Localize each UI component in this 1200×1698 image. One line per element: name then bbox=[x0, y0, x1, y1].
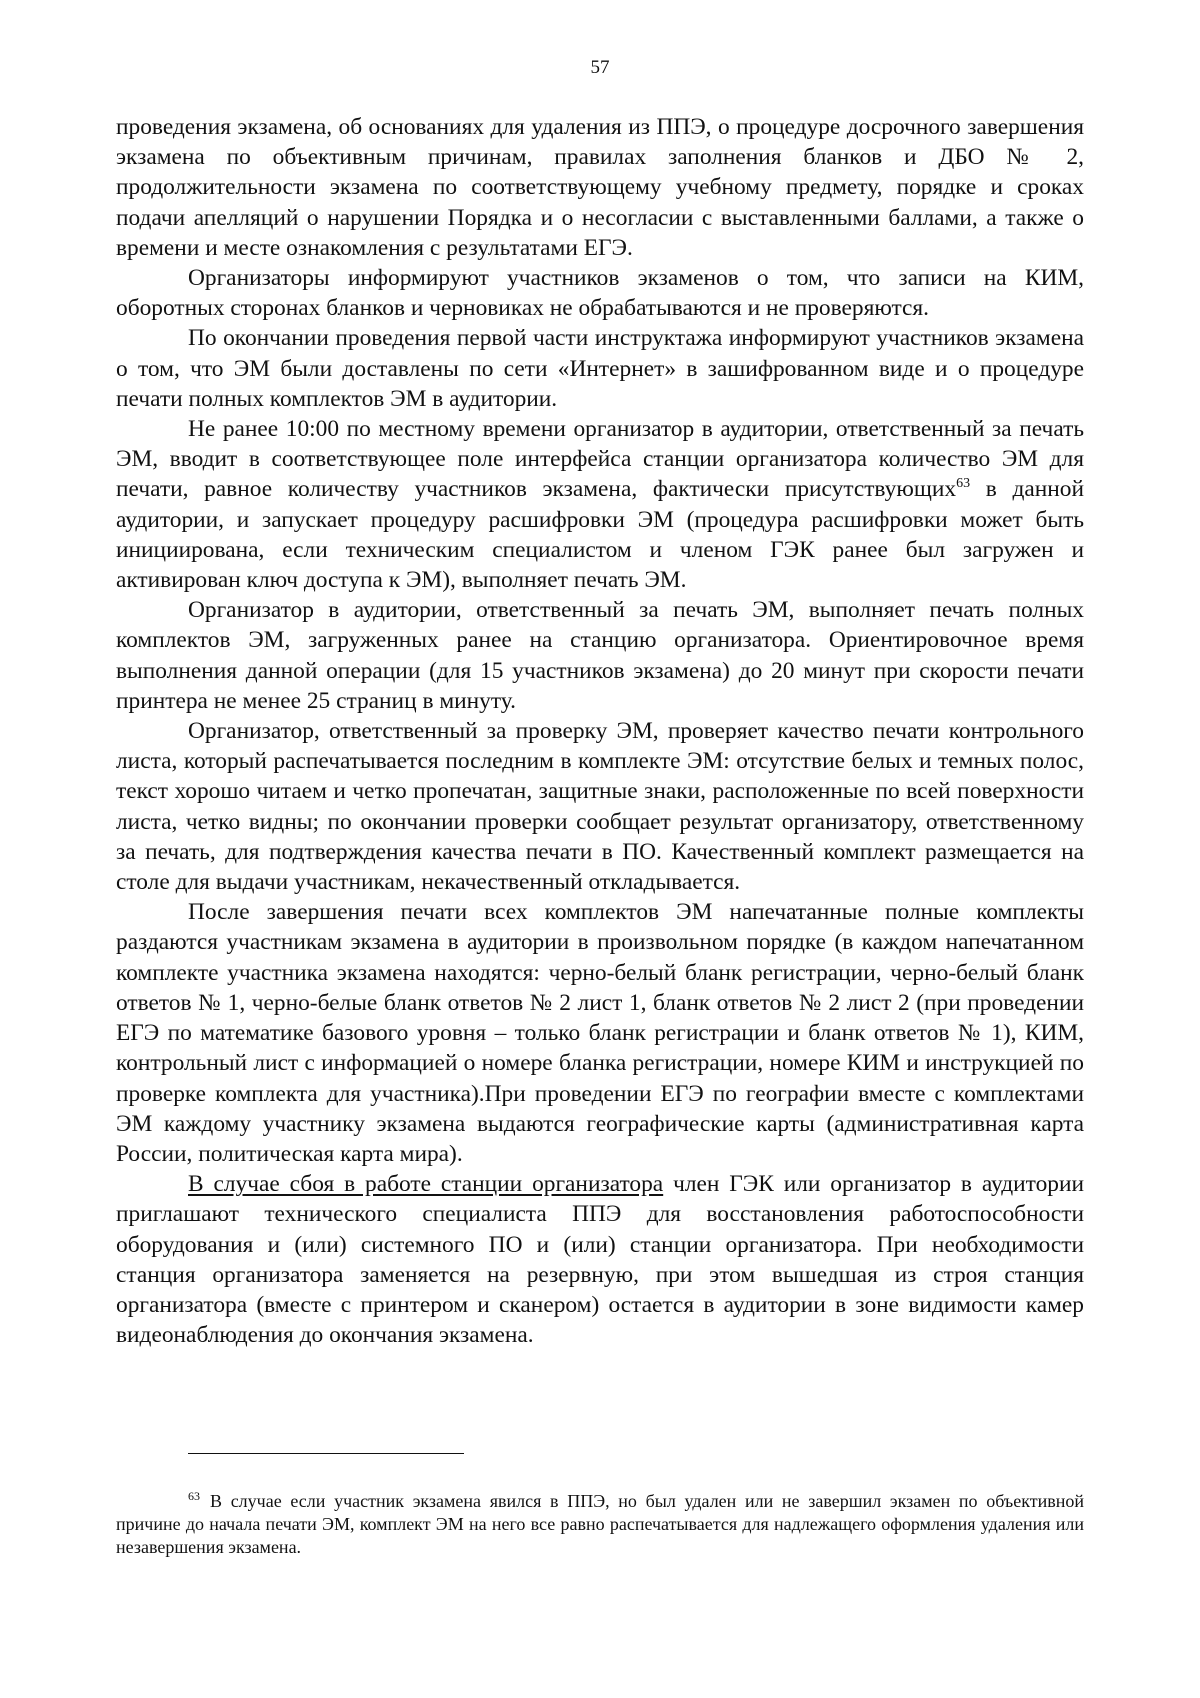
footnote-divider bbox=[188, 1453, 464, 1454]
paragraph-station-failure bbox=[116, 1169, 1084, 1350]
footnote-reference: 63 bbox=[956, 476, 971, 492]
underlined-heading: В случае сбоя в работе станции организатора bbox=[188, 1171, 664, 1198]
paragraph-station-failure-text: член ГЭК или организатор в аудитории приглашают технического специалиста ППЭ для восстановления работоспособности оборудования и (или) системного ПО и (или) станции организатора. При необходимости станция организатора заменяется на резервную, при этом вышедшая из строя станция организатора (вместе с принтером и сканером) остается в аудитории в зоне видимости камер видеонаблюдения до окончания экзамена. bbox=[116, 1171, 1084, 1349]
paragraph-continuation: проведения экзамена, об основаниях для удаления из ППЭ, о процедуре досрочного завершения экзамена по объективным причинам, правилах заполнения бланков и ДБО № 2, продолжительности экзамена по соответствующему учебному предмету, порядке и сроках подачи апелляций о нарушении Порядка и о несогласии с выставленными баллами, а также о времени и месте ознакомления с результатами ЕГЭ. bbox=[116, 114, 1084, 261]
paragraph-kim-records: Организаторы информируют участников экзаменов о том, что записи на КИМ, оборотных сторонах бланков и черновиках не обрабатываются и не проверяются. bbox=[116, 265, 1084, 322]
footnote-paragraph bbox=[116, 1490, 1084, 1559]
footnote bbox=[116, 1490, 1084, 1559]
paragraph-quality-check: Организатор, ответственный за проверку ЭМ, проверяет качество печати контрольного листа, который распечатывается последним в комплекте ЭМ: отсутствие белых и темных полос, текст хорошо читаем и четко пропечатан, защитные знаки, расположенные по всей поверхности листа, четко видны; по окончании проверки сообщает результат организатору, ответственному за печать, для подтверждения качества печати в ПО. Качественный комплект размещается на столе для выдачи участникам, некачественный откладывается. bbox=[116, 718, 1084, 896]
paragraph-distribution: После завершения печати всех комплектов ЭМ напечатанные полные комплекты раздаются участникам экзамена в аудитории в произвольном порядке (в каждом напечатанном комплекте участника экзамена находятся: черно-белый бланк регистрации, черно-белый бланк ответов № 1, черно-белые бланк ответов № 2 лист 1, бланк ответов № 2 лист 2 (при проведении ЕГЭ по математике базового уровня – только бланк регистрации и бланк ответов № 1), КИМ, контрольный лист с информацией о номере бланка регистрации, номере КИМ и инструкцией по проверке комплекта для участника).При проведении ЕГЭ по географии вместе с комплектами ЭМ каждому участнику экзамена выдаются географические карты (административная карта России, политическая карта мира). bbox=[116, 899, 1084, 1167]
footnote-mark: 63 bbox=[188, 1489, 200, 1503]
paragraph-print-start bbox=[116, 414, 1084, 595]
footnote-text: В случае если участник экзамена явился в ППЭ, но был удален или не завершил экзамен по объективной причине до начала печати ЭМ, комплект ЭМ на него все равно распечатывается для надлежащего оформления удаления или незавершения экзамена. bbox=[116, 1491, 1084, 1557]
paragraph-instruction-end: По окончании проведения первой части инструктажа информируют участников экзамена о том, что ЭМ были доставлены по сети «Интернет» в зашифрованном виде и о процедуре печати полных комплектов ЭМ в аудитории. bbox=[116, 325, 1084, 412]
body-text bbox=[116, 112, 1084, 1350]
paragraph-print-full-sets: Организатор в аудитории, ответственный за печать ЭМ, выполняет печать полных комплектов ЭМ, загруженных ранее на станцию организатора. Ориентировочное время выполнения данной операции (для 15 участников экзамена) до 20 минут при скорости печати принтера не менее 25 страниц в минуту. bbox=[116, 597, 1084, 714]
page-number: 57 bbox=[590, 57, 610, 78]
paragraph-print-start-text-cont: в данной аудитории, и запускает процедуру расшифровки ЭМ (процедура расшифровки может быть инициирована, если техническим специалистом и членом ГЭК ранее был загружен и активирован ключ доступа к ЭМ), выполняет печать ЭМ. bbox=[116, 476, 1084, 594]
paragraph-print-start-text: Не ранее 10:00 по местному времени организатор в аудитории, ответственный за печать ЭМ, вводит в соответствующее поле интерфейса станции организатора количество ЭМ для печати, равное количеству участников экзамена, фактически присутствующих bbox=[116, 416, 1084, 503]
